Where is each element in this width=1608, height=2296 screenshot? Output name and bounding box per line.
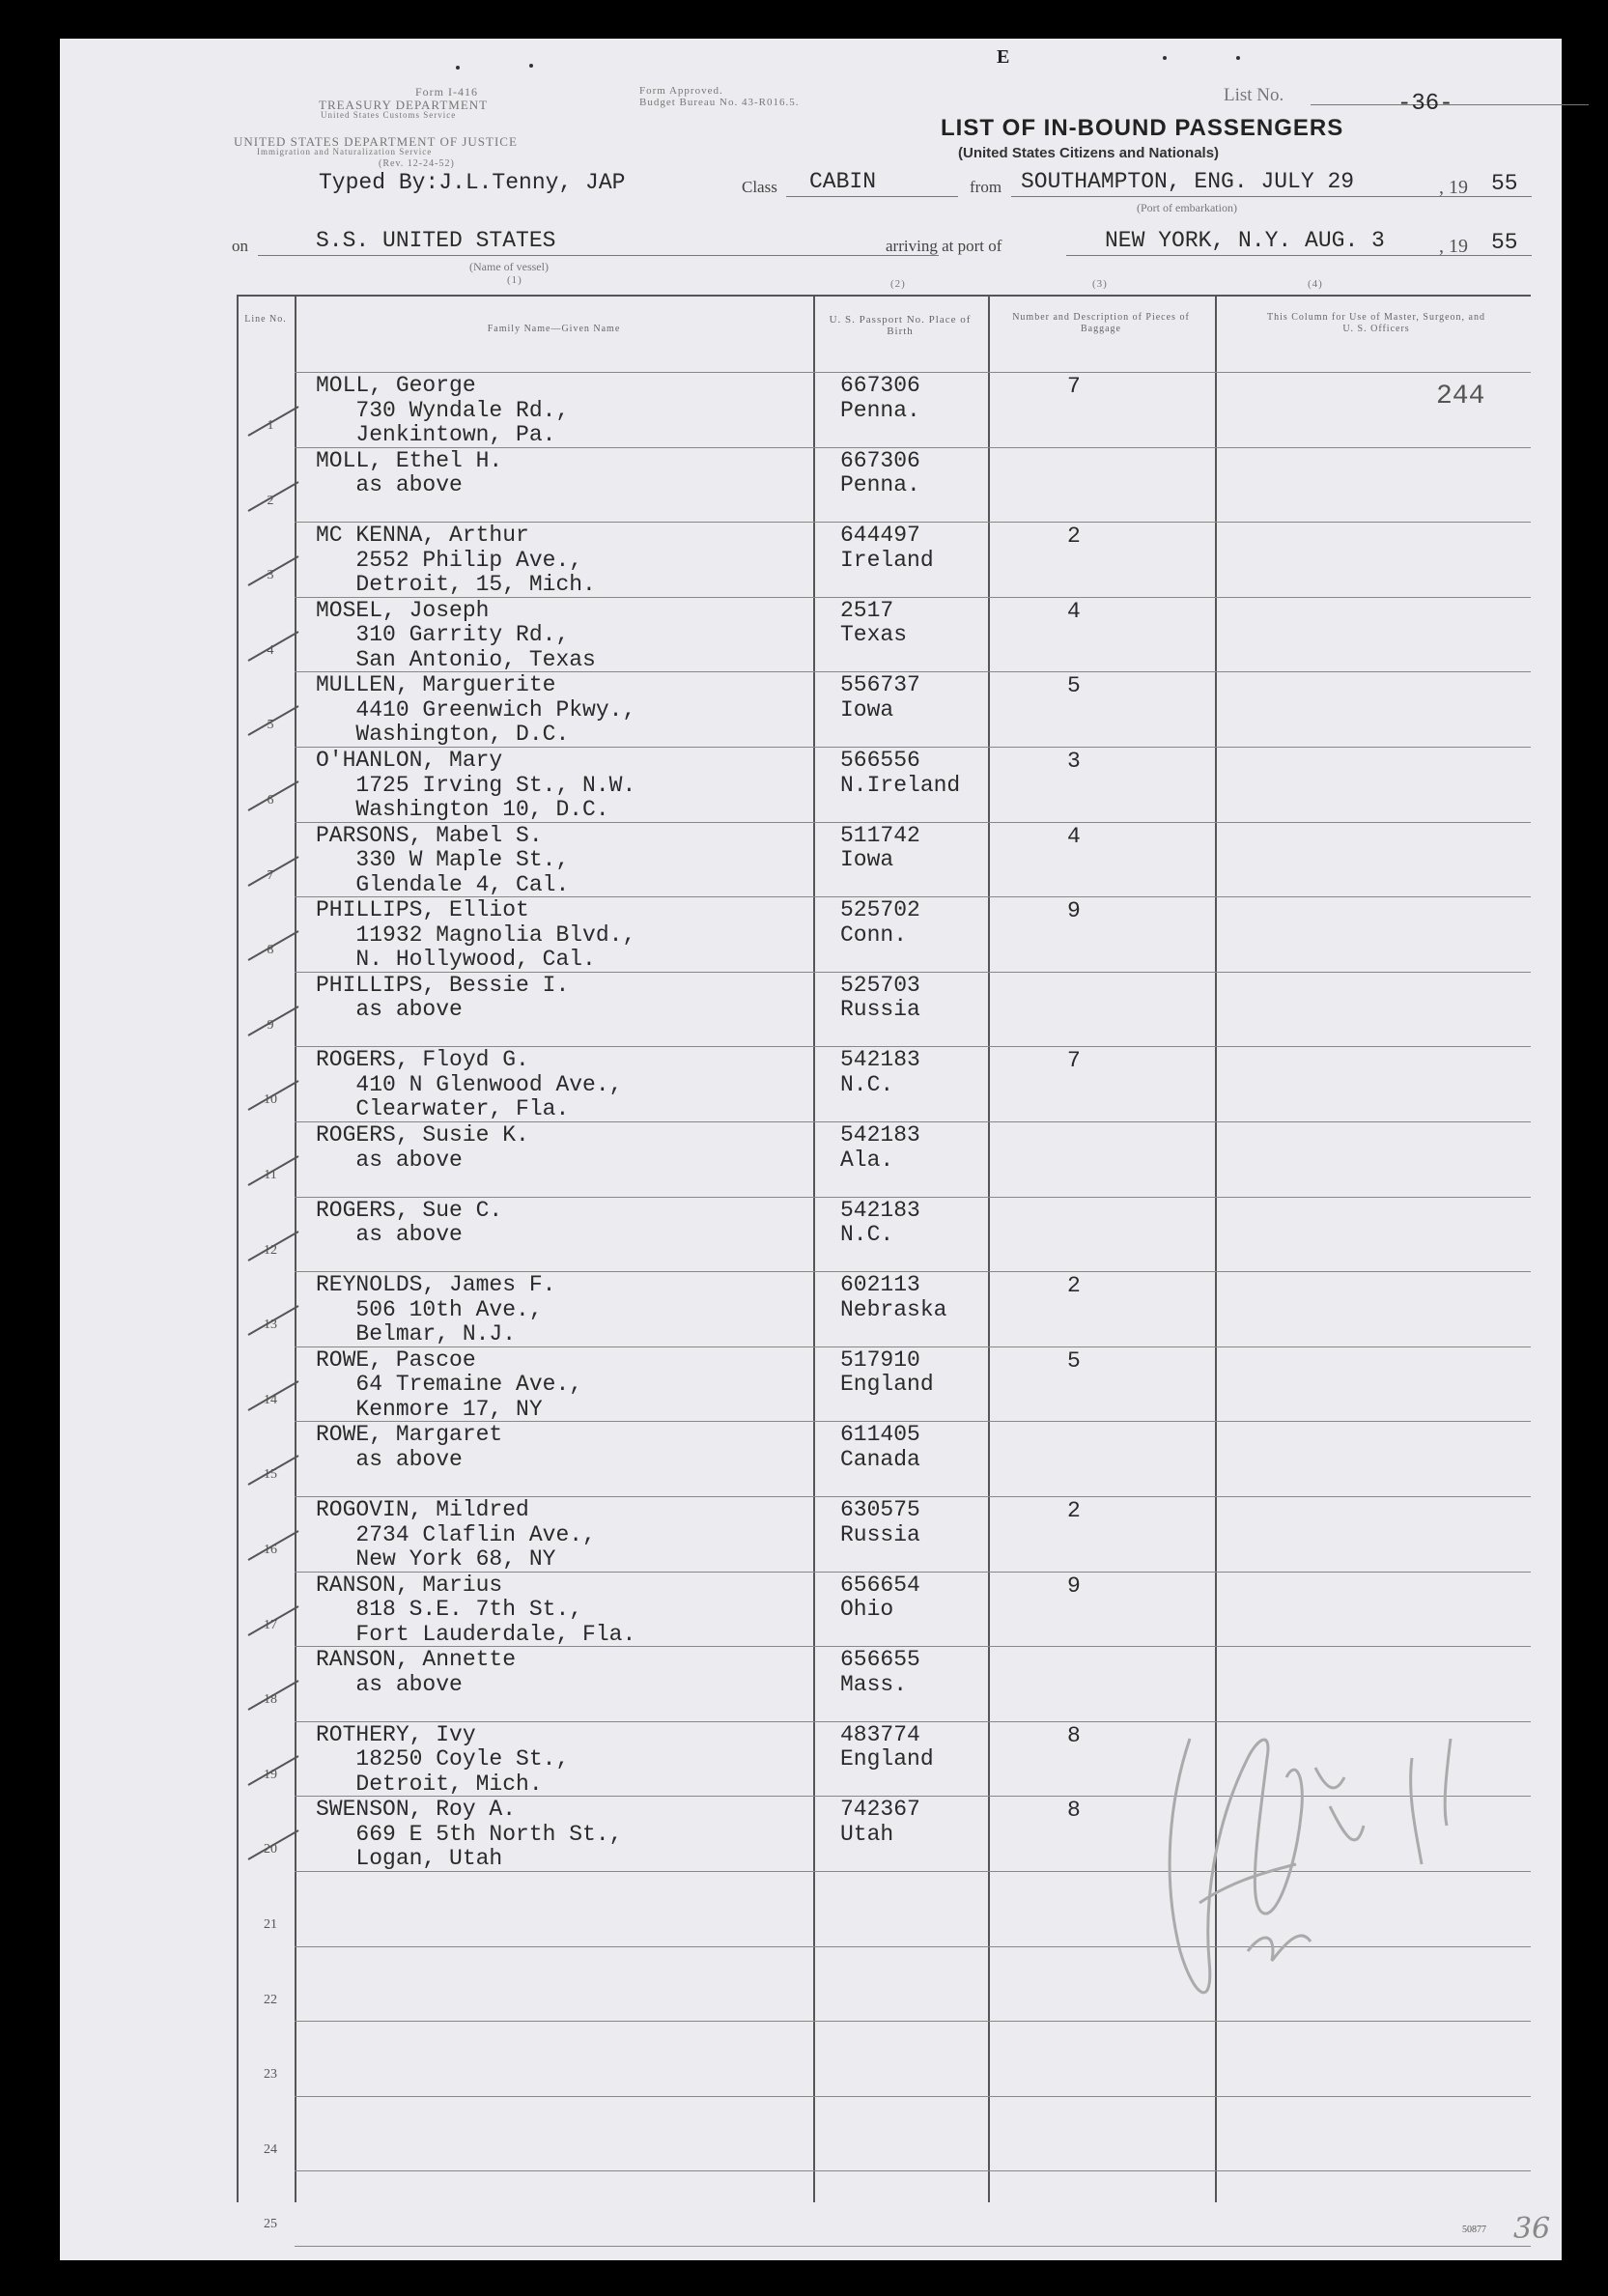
passenger-name-address: O'HANLON, Mary 1725 Irving St., N.W. Washington 10, D.C. xyxy=(316,748,636,822)
handwritten-page-number: 36 xyxy=(1513,2212,1551,2246)
baggage-count: 7 xyxy=(1067,1048,1081,1074)
header-officers: This Column for Use of Master, Surgeon, and U. S. Officers xyxy=(1266,312,1485,334)
check-mark xyxy=(244,1825,302,1863)
passport-birthplace: 525703 Russia xyxy=(840,972,920,1023)
class-value: CABIN xyxy=(809,169,877,194)
baggage-count: 5 xyxy=(1067,673,1081,699)
baggage-count: 7 xyxy=(1067,374,1081,399)
table-row xyxy=(237,372,1531,446)
page-title: LIST OF IN-BOUND PASSENGERS xyxy=(941,115,1344,141)
check-mark xyxy=(244,1075,302,1114)
customs-service: United States Customs Service xyxy=(321,110,457,120)
line-number: 16 xyxy=(264,1543,277,1557)
check-mark xyxy=(244,1150,302,1189)
line-number: 5 xyxy=(267,718,274,733)
dot-mark xyxy=(529,64,533,68)
from-label: from xyxy=(970,178,1002,196)
line-number: 24 xyxy=(264,2141,277,2157)
line-number: 15 xyxy=(264,1467,277,1483)
table-row xyxy=(237,972,1531,1046)
passenger-name-address: RANSON, Marius 818 S.E. 7th St., Fort Lauderdale, Fla. xyxy=(316,1572,636,1647)
passport-birthplace: 525702 Conn. xyxy=(840,897,920,948)
baggage-count: 9 xyxy=(1067,898,1081,924)
line-number: 25 xyxy=(264,2217,277,2232)
table-row xyxy=(237,522,1531,596)
line-number: 6 xyxy=(267,793,274,808)
on-label: on xyxy=(232,237,248,255)
passenger-name-address: ROWE, Pascoe 64 Tremaine Ave., Kenmore 17, NY xyxy=(316,1346,583,1422)
dot-mark xyxy=(1236,56,1240,60)
check-mark xyxy=(244,1226,302,1264)
page-subtitle: (United States Citizens and Nationals) xyxy=(958,145,1220,161)
form-code: 50877 xyxy=(1462,2225,1486,2235)
arrival-value: NEW YORK, N.Y. AUG. 3 xyxy=(1105,228,1385,253)
class-line xyxy=(786,196,958,197)
passenger-name-address: REYNOLDS, James F. 506 10th Ave., Belmar, N.J. xyxy=(316,1272,556,1347)
passenger-name-address: ROGERS, Susie K. as above xyxy=(316,1122,529,1173)
col2-marker: (2) xyxy=(890,278,906,290)
vessel-col: (1) xyxy=(507,274,522,286)
inspector-signature xyxy=(1103,1719,1509,2096)
baggage-count: 2 xyxy=(1067,524,1081,550)
passport-birthplace: 542183 N.C. xyxy=(840,1047,920,1097)
line-number: 2 xyxy=(267,493,274,508)
table-row xyxy=(237,1496,1531,1571)
revision-date: (Rev. 12-24-52) xyxy=(379,158,455,169)
baggage-count: 8 xyxy=(1067,1798,1081,1824)
baggage-count: 2 xyxy=(1067,1498,1081,1523)
line-number: 9 xyxy=(267,1017,274,1033)
passport-birthplace: 556737 Iowa xyxy=(840,672,920,723)
line-number: 17 xyxy=(264,1617,277,1632)
header-passport: U. S. Passport No. Place of Birth xyxy=(829,314,972,337)
check-mark xyxy=(244,551,302,589)
passenger-name-address: MC KENNA, Arthur 2552 Philip Ave., Detroit, 15, Mich. xyxy=(316,523,596,598)
line-number: 7 xyxy=(267,867,274,883)
treasury-dept: TREASURY DEPARTMENT xyxy=(319,98,489,112)
from-year-line xyxy=(1493,196,1532,197)
line-number: 3 xyxy=(267,568,274,583)
dot-mark xyxy=(1163,56,1167,60)
baggage-count: 4 xyxy=(1067,598,1081,624)
passenger-name-address: ROGOVIN, Mildred 2734 Claflin Ave., New York 68, NY xyxy=(316,1497,596,1572)
list-no-value: -36- xyxy=(1397,91,1453,117)
passport-birthplace: 656654 Ohio xyxy=(840,1572,920,1623)
table-row xyxy=(237,1572,1531,1646)
passenger-name-address: RANSON, Annette as above xyxy=(316,1647,517,1697)
table-row xyxy=(237,597,1531,671)
approval-line: Form Approved. xyxy=(639,85,723,97)
passport-birthplace: 667306 Penna. xyxy=(840,373,920,423)
dot-mark xyxy=(456,66,460,70)
check-mark xyxy=(244,1750,302,1789)
check-mark xyxy=(244,1450,302,1488)
passenger-name-address: PHILLIPS, Elliot 11932 Magnolia Blvd., N. Hollywood, Cal. xyxy=(316,897,636,973)
vessel-caption: (Name of vessel) xyxy=(469,260,549,273)
list-no-label: List No. xyxy=(1224,85,1284,105)
passport-birthplace: 2517 Texas xyxy=(840,597,908,648)
check-mark xyxy=(244,476,302,515)
line-number: 13 xyxy=(264,1318,277,1333)
baggage-count: 8 xyxy=(1067,1722,1081,1748)
arrival-year-prefix: , 19 xyxy=(1439,236,1468,257)
line-number: 8 xyxy=(267,943,274,958)
passenger-name-address: ROTHERY, Ivy 18250 Coyle St., Detroit, Mich. xyxy=(316,1721,570,1797)
table-row xyxy=(237,822,1531,896)
passport-birthplace: 630575 Russia xyxy=(840,1497,920,1547)
from-year: 55 xyxy=(1491,171,1518,196)
table-row xyxy=(237,1121,1531,1196)
passport-birthplace: 742367 Utah xyxy=(840,1797,920,1847)
officer-note: 244 xyxy=(1436,382,1485,411)
table-row xyxy=(237,896,1531,971)
line-number: 11 xyxy=(264,1168,277,1182)
header-baggage: Number and Description of Pieces of Baggage xyxy=(1012,312,1190,334)
line-number: 18 xyxy=(264,1692,277,1708)
passport-birthplace: 566556 N.Ireland xyxy=(840,748,961,798)
table-row xyxy=(237,671,1531,746)
line-number: 10 xyxy=(264,1092,277,1108)
baggage-count: 4 xyxy=(1067,823,1081,849)
passenger-name-address: MOLL, George 730 Wyndale Rd., Jenkintown, Pa. xyxy=(316,373,570,447)
line-number: 22 xyxy=(264,1992,277,2007)
table-row xyxy=(237,1346,1531,1421)
passenger-name-address: ROWE, Margaret as above xyxy=(316,1422,503,1472)
table-row xyxy=(237,1646,1531,1720)
passenger-name-address: PARSONS, Mabel S. 330 W Maple St., Glendale 4, Cal. xyxy=(316,822,570,897)
table-row xyxy=(237,1421,1531,1495)
passport-birthplace: 644497 Ireland xyxy=(840,523,934,573)
line-number: 4 xyxy=(267,642,274,658)
line-number: 1 xyxy=(267,418,274,433)
budget-bureau: Budget Bureau No. 43-R016.5. xyxy=(639,97,800,108)
embark-caption: (Port of embarkation) xyxy=(1137,201,1237,214)
baggage-count: 2 xyxy=(1067,1273,1081,1299)
passport-birthplace: 511742 Iowa xyxy=(840,822,920,873)
table-row xyxy=(237,747,1531,821)
check-mark xyxy=(244,1375,302,1414)
check-mark xyxy=(244,925,302,964)
passport-birthplace: 542183 Ala. xyxy=(840,1122,920,1173)
line-number: 21 xyxy=(264,1917,277,1932)
ins-service: Immigration and Naturalization Service xyxy=(257,147,433,156)
check-mark xyxy=(244,1300,302,1339)
table-row xyxy=(237,2170,1531,2245)
check-mark xyxy=(244,401,302,439)
vessel-line xyxy=(258,255,939,256)
class-label: Class xyxy=(742,178,777,196)
check-mark xyxy=(244,851,302,890)
passenger-name-address: ROGERS, Floyd G. 410 N Glenwood Ave., Clearwater, Fla. xyxy=(316,1047,623,1122)
line-number: 14 xyxy=(264,1392,277,1407)
baggage-count: 9 xyxy=(1067,1573,1081,1599)
check-mark xyxy=(244,1525,302,1564)
vessel-value: S.S. UNITED STATES xyxy=(316,228,556,253)
check-mark xyxy=(244,626,302,665)
table-row xyxy=(237,2096,1531,2170)
check-mark xyxy=(244,700,302,739)
row-divider xyxy=(295,2246,1531,2247)
passenger-name-address: MOSEL, Joseph 310 Garrity Rd., San Antonio, Texas xyxy=(316,597,596,672)
baggage-count: 3 xyxy=(1067,749,1081,774)
passport-birthplace: 656655 Mass. xyxy=(840,1647,920,1697)
arriving-label: arriving at port of xyxy=(886,237,1002,255)
line-number: 23 xyxy=(264,2067,277,2083)
passport-birthplace: 667306 Penna. xyxy=(840,447,920,498)
manifest-page xyxy=(60,39,1562,2260)
passport-birthplace: 611405 Canada xyxy=(840,1422,920,1472)
from-line xyxy=(1011,196,1494,197)
top-mark: E xyxy=(997,46,1010,68)
table-row xyxy=(237,1197,1531,1271)
arrival-year: 55 xyxy=(1491,230,1518,255)
check-mark xyxy=(244,1001,302,1039)
table-row xyxy=(237,447,1531,522)
check-mark xyxy=(244,1601,302,1639)
from-year-prefix: , 19 xyxy=(1439,177,1468,198)
passenger-name-address: SWENSON, Roy A. 669 E 5th North St., Logan, Utah xyxy=(316,1797,623,1872)
from-value: SOUTHAMPTON, ENG. JULY 29 xyxy=(1021,169,1355,194)
passport-birthplace: 542183 N.C. xyxy=(840,1197,920,1248)
table-top-rule xyxy=(237,295,1531,297)
passport-birthplace: 483774 England xyxy=(840,1721,934,1772)
justice-dept: UNITED STATES DEPARTMENT OF JUSTICE xyxy=(234,134,518,149)
check-mark xyxy=(244,1675,302,1714)
header-name: Family Name—Given Name xyxy=(487,324,621,334)
passenger-name-address: MULLEN, Marguerite 4410 Greenwich Pkwy., Washington, D.C. xyxy=(316,672,636,748)
line-number: 12 xyxy=(264,1242,277,1258)
passenger-name-address: PHILLIPS, Bessie I. as above xyxy=(316,972,570,1023)
baggage-count: 5 xyxy=(1067,1347,1081,1374)
header-line-no: Line No. xyxy=(244,314,287,325)
typed-by: Typed By:J.L.Tenny, JAP xyxy=(319,170,626,195)
passenger-name-address: ROGERS, Sue C. as above xyxy=(316,1197,503,1248)
line-number: 19 xyxy=(264,1767,277,1782)
check-mark xyxy=(244,776,302,814)
table-row xyxy=(237,1271,1531,1346)
passport-birthplace: 517910 England xyxy=(840,1346,934,1398)
form-number: Form I-416 xyxy=(415,85,478,99)
passport-birthplace: 602113 Nebraska xyxy=(840,1272,947,1322)
col4-marker: (4) xyxy=(1308,278,1323,290)
passenger-name-address: MOLL, Ethel H. as above xyxy=(316,447,503,498)
table-row xyxy=(237,1046,1531,1120)
col3-marker: (3) xyxy=(1092,278,1108,290)
line-number: 20 xyxy=(264,1842,277,1857)
